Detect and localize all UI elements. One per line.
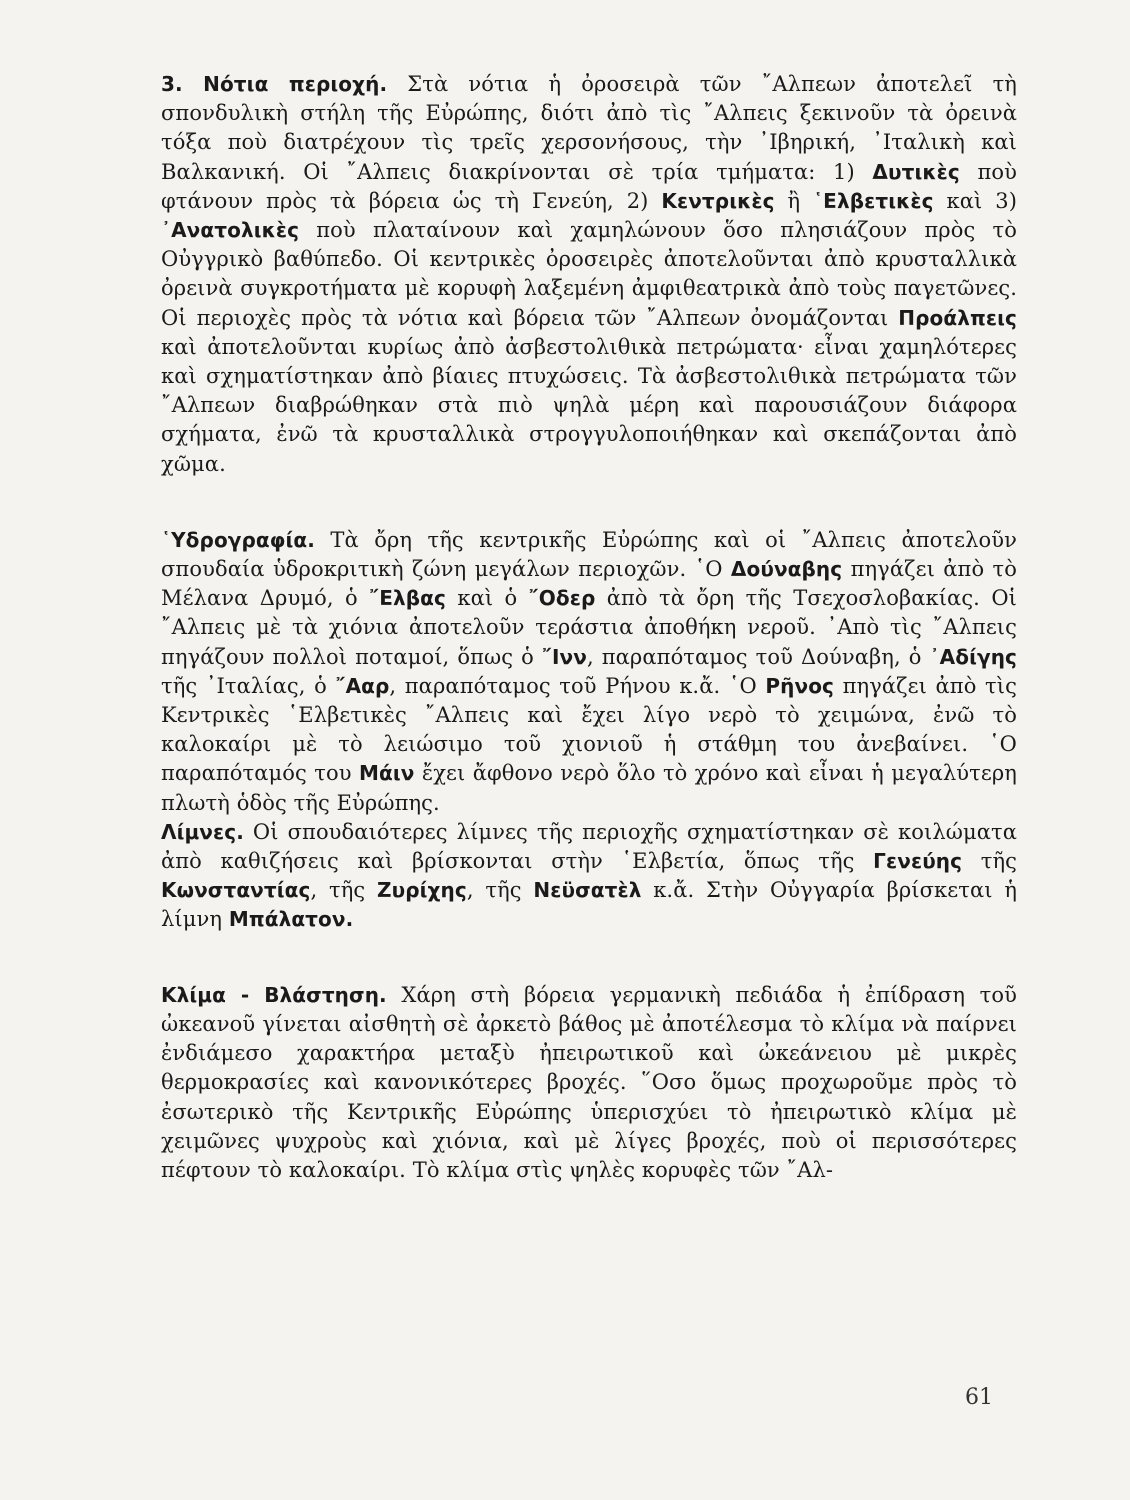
bold-term: Δυτικὲς (872, 159, 960, 184)
text-span: καὶ ὁ (445, 586, 529, 611)
text-span: ἢ (774, 188, 814, 213)
text-span: Τὰ ὄρη τῆς κεντρικῆς Εὐρώπης καὶ οἱ ῎Αλπεις ἀποτελοῦν σπουδαία ὑδροκριτικὴ ζώνη μεγάλων περιοχῶν. ῾Ο (161, 527, 1017, 582)
page-number: 61 (965, 1385, 993, 1410)
bold-term: Κωνσταντίας (161, 878, 311, 903)
bold-term: ῾Ελβετικὲς (813, 188, 934, 213)
text-span: τῆς (962, 849, 1017, 874)
page-body (161, 70, 1017, 1185)
bold-term: Μάιν (358, 761, 415, 786)
text-span: πηγάζει ἀπὸ τὸ Μέλανα Δρυμό, ὁ (161, 557, 1018, 611)
bold-term: Ζυρίχης (377, 878, 467, 903)
section-heading-hydrography: ῾Υδρογραφία. (161, 527, 315, 552)
text-span: , τῆς (310, 878, 378, 903)
bold-term: ῎Ελβας (369, 586, 446, 611)
bold-term: Κεντρικὲς (661, 188, 775, 213)
text-span: τῆς ᾿Ιταλίας, ὁ (161, 673, 336, 698)
text-span: ποὺ φτάνουν πρὸς τὰ βόρεια ὡς τὴ Γενεύη, 2) (161, 159, 1018, 213)
text-span: , παραπόταμος τοῦ Δούναβη, ὁ (586, 644, 930, 669)
spacer (161, 479, 1017, 526)
text-span: ποὺ πλαταίνουν καὶ χαμηλώνουν ὅσο πλησιάζουν πρὸς τὸ Οὐγγρικὸ βαθύπεδο. Οἱ κεντρικὲς ὀροσειρὲς ἀποτελοῦνται ἀπὸ κρυσταλλικὰ ὀρεινὰ συγκροτήματα μὲ κορυφὴ λαξεμένη ἀμφιθεατρικὰ ἀπὸ τοὺς παγετῶνες. Οἱ περιοχὲς πρὸς τὰ νότια καὶ βόρεια τῶν ῎Αλπεων ὀνομάζονται (161, 218, 1017, 330)
paragraph-lakes (161, 818, 1017, 935)
bold-term: Προάλπεις (898, 305, 1017, 330)
text-span: καὶ ἀποτελοῦνται κυρίως ἀπὸ ἀσβεστολιθικὰ πετρώματα· εἶναι χαμηλότερες καὶ σχηματίστηκαν ἀπὸ βίαιες πτυχώσεις. Τὰ ἀσβεστολιθικὰ πετρώματα τῶν ῎Αλπεων διαβρώθηκαν στὰ πιὸ ψηλὰ μέρη καὶ παρουσιάζουν διάφορα σχήματα, ἐνῶ τὰ κρυσταλλικὰ στρογγυλοποιήθηκαν καὶ σκεπάζονται ἀπὸ χῶμα. (161, 334, 1017, 476)
bold-term: ῎Ααρ (335, 673, 390, 698)
paragraph-climate (161, 981, 1017, 1185)
text-span: πηγάζει ἀπὸ τὶς Κεντρικὲς ῾Ελβετικὲς ῎Αλπεις καὶ ἔχει λίγο νερὸ τὸ χειμώνα, ἐνῶ τὸ καλοκαίρι μὲ τὸ λειώσιμο τοῦ χιονιοῦ ἡ στάθμη του ἀνεβαίνει. ῾Ο παραπόταμός του (161, 673, 1017, 786)
text-span: Χάρη στὴ βόρεια γερμανικὴ πεδιάδα ἡ ἐπίδραση τοῦ ὠκεανοῦ γίνεται αἰσθητὴ σὲ ἀρκετὸ βάθος μὲ ἀποτέλεσμα τὸ κλίμα νὰ παίρνει ἐνδιάμεσο χαρακτήρα μεταξὺ ἠπειρωτικοῦ καὶ ὠκεάνειου μὲ μικρὲς θερμοκρασίες καὶ κανονικότερες βροχές. ῞Οσο ὅμως προχωροῦμε πρὸς τὸ ἐσωτερικὸ τῆς Κεντρικῆς Εὐρώπης ὑπερισχύει τὸ ἠπειρωτικὸ κλίμα μὲ χειμῶνες ψυχροὺς καὶ χιόνια, καὶ μὲ λίγες βροχές, ποὺ οἱ περισσότερες πέφτουν τὸ καλοκαίρι. Τὸ κλίμα στὶς ψηλὲς κορυφὲς τῶν ῎Αλ- (161, 982, 1017, 1182)
text-span: ἀπὸ τὰ ὄρη τῆς Τσεχοσλοβακίας. Οἱ ῎Αλπεις μὲ τὰ χιόνια ἀποτελοῦν τεράστια ἀποθήκη νεροῦ. ᾿Απὸ τὶς ῎Αλπεις πηγάζουν πολλοὶ ποταμοί, ὅπως ὁ (161, 586, 1017, 669)
text-span: καὶ 3) (933, 188, 1017, 213)
bold-term: Γενεύης (873, 849, 963, 874)
section-heading-climate: Κλίμα - Βλάστηση. (161, 982, 387, 1007)
text-span: κ.ἄ. Στὴν Οὐγγαρία βρίσκεται ἡ λίμνη (161, 878, 1018, 932)
bold-term: ῎Ινν (541, 644, 587, 669)
section-heading-south: 3. Νότια περιοχή. (161, 72, 388, 96)
paragraph-south-region (161, 70, 1017, 479)
bold-term: ῎Οδερ (528, 586, 596, 611)
bold-term: ᾿Ανατολικὲς (161, 218, 300, 243)
text-span: Οἱ σπουδαιότερες λίμνες τῆς περιοχῆς σχηματίστηκαν σὲ κοιλώματα ἀπὸ καθιζήσεις καὶ βρίσκονται στὴν ῾Ελβετία, ὅπως τῆς (161, 819, 1017, 874)
spacer (161, 935, 1017, 981)
bold-term: Μπάλατον. (228, 907, 354, 932)
text-span: Στὰ νότια ἡ ὀροσειρὰ τῶν ῎Αλπεων ἀποτελεῖ τὴ σπονδυλικὴ στήλη τῆς Εὐρώπης, διότι ἀπὸ τὶς ῎Αλπεις ξεκινοῦν τὰ ὀρεινὰ τόξα ποὺ διατρέχουν τὶς τρεῖς χερσονήσους, τὴν ᾿Ιβηρική, ᾿Ιταλικὴ καὶ Βαλκανική. Οἱ ῎Αλπεις διακρίνονται σὲ τρία τμήματα: 1) (161, 72, 1017, 184)
bold-term: Νεϋσατὲλ (533, 878, 642, 903)
paragraph-hydrography (161, 526, 1017, 818)
bold-term: Δούναβης (730, 557, 843, 582)
bold-term: ᾿Αδίγης (929, 644, 1017, 669)
text-span: , παραπόταμος τοῦ Ρήνου κ.ἄ. ῾Ο (389, 673, 766, 698)
text-span: ἔχει ἄφθονο νερὸ ὅλο τὸ χρόνο καὶ εἶναι ἡ μεγαλύτερη πλωτὴ ὁδὸς τῆς Εὐρώπης. (161, 761, 1017, 815)
text-span: , τῆς (466, 878, 534, 903)
section-heading-lakes: Λίμνες. (161, 819, 244, 844)
bold-term: Ρῆνος (765, 673, 835, 698)
